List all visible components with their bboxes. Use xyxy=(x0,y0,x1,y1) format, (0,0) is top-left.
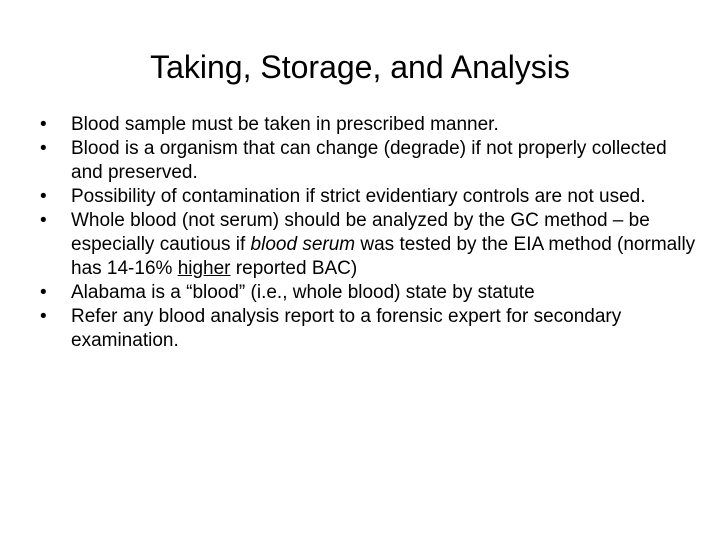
bullet-text: Blood sample must be taken in prescribed manner. xyxy=(71,114,499,135)
bullet-dot-icon: • xyxy=(40,138,47,159)
bullet-dot-icon: • xyxy=(40,210,47,231)
bullet-dot-icon: • xyxy=(40,306,47,327)
bullet-emphasis: blood serum xyxy=(250,234,356,255)
bullet-text: Blood is a organism that can change (degrade) if not properly collected and preserved. xyxy=(71,138,667,183)
bullet-item xyxy=(40,137,700,185)
bullet-item xyxy=(40,305,700,353)
bullet-text: Refer any blood analysis report to a forensic expert for secondary examination. xyxy=(71,306,622,351)
bullet-item xyxy=(40,185,700,209)
slide-title: Taking, Storage, and Analysis xyxy=(150,49,570,85)
bullet-item xyxy=(40,113,700,137)
bullet-item xyxy=(40,281,700,305)
bullet-item xyxy=(40,209,700,281)
bullet-text: Alabama is a “blood” (i.e., whole blood) state by statute xyxy=(71,282,535,303)
bullet-text-part: reported BAC) xyxy=(230,258,358,279)
bullet-text xyxy=(71,210,695,279)
bullet-dot-icon: • xyxy=(40,186,47,207)
bullet-text-part: Whole blood (not serum) should be analyzed by the GC method – be especially cautious if xyxy=(71,210,650,255)
bullet-dot-icon: • xyxy=(40,114,47,135)
bullet-text: Possibility of contamination if strict evidentiary controls are not used. xyxy=(71,186,646,207)
bullet-dot-icon: • xyxy=(40,282,47,303)
bullet-underlined: higher xyxy=(177,258,231,279)
bullet-list xyxy=(40,113,700,353)
bullet-text-part: was tested by the EIA method (normally has 14-16% xyxy=(71,234,696,279)
